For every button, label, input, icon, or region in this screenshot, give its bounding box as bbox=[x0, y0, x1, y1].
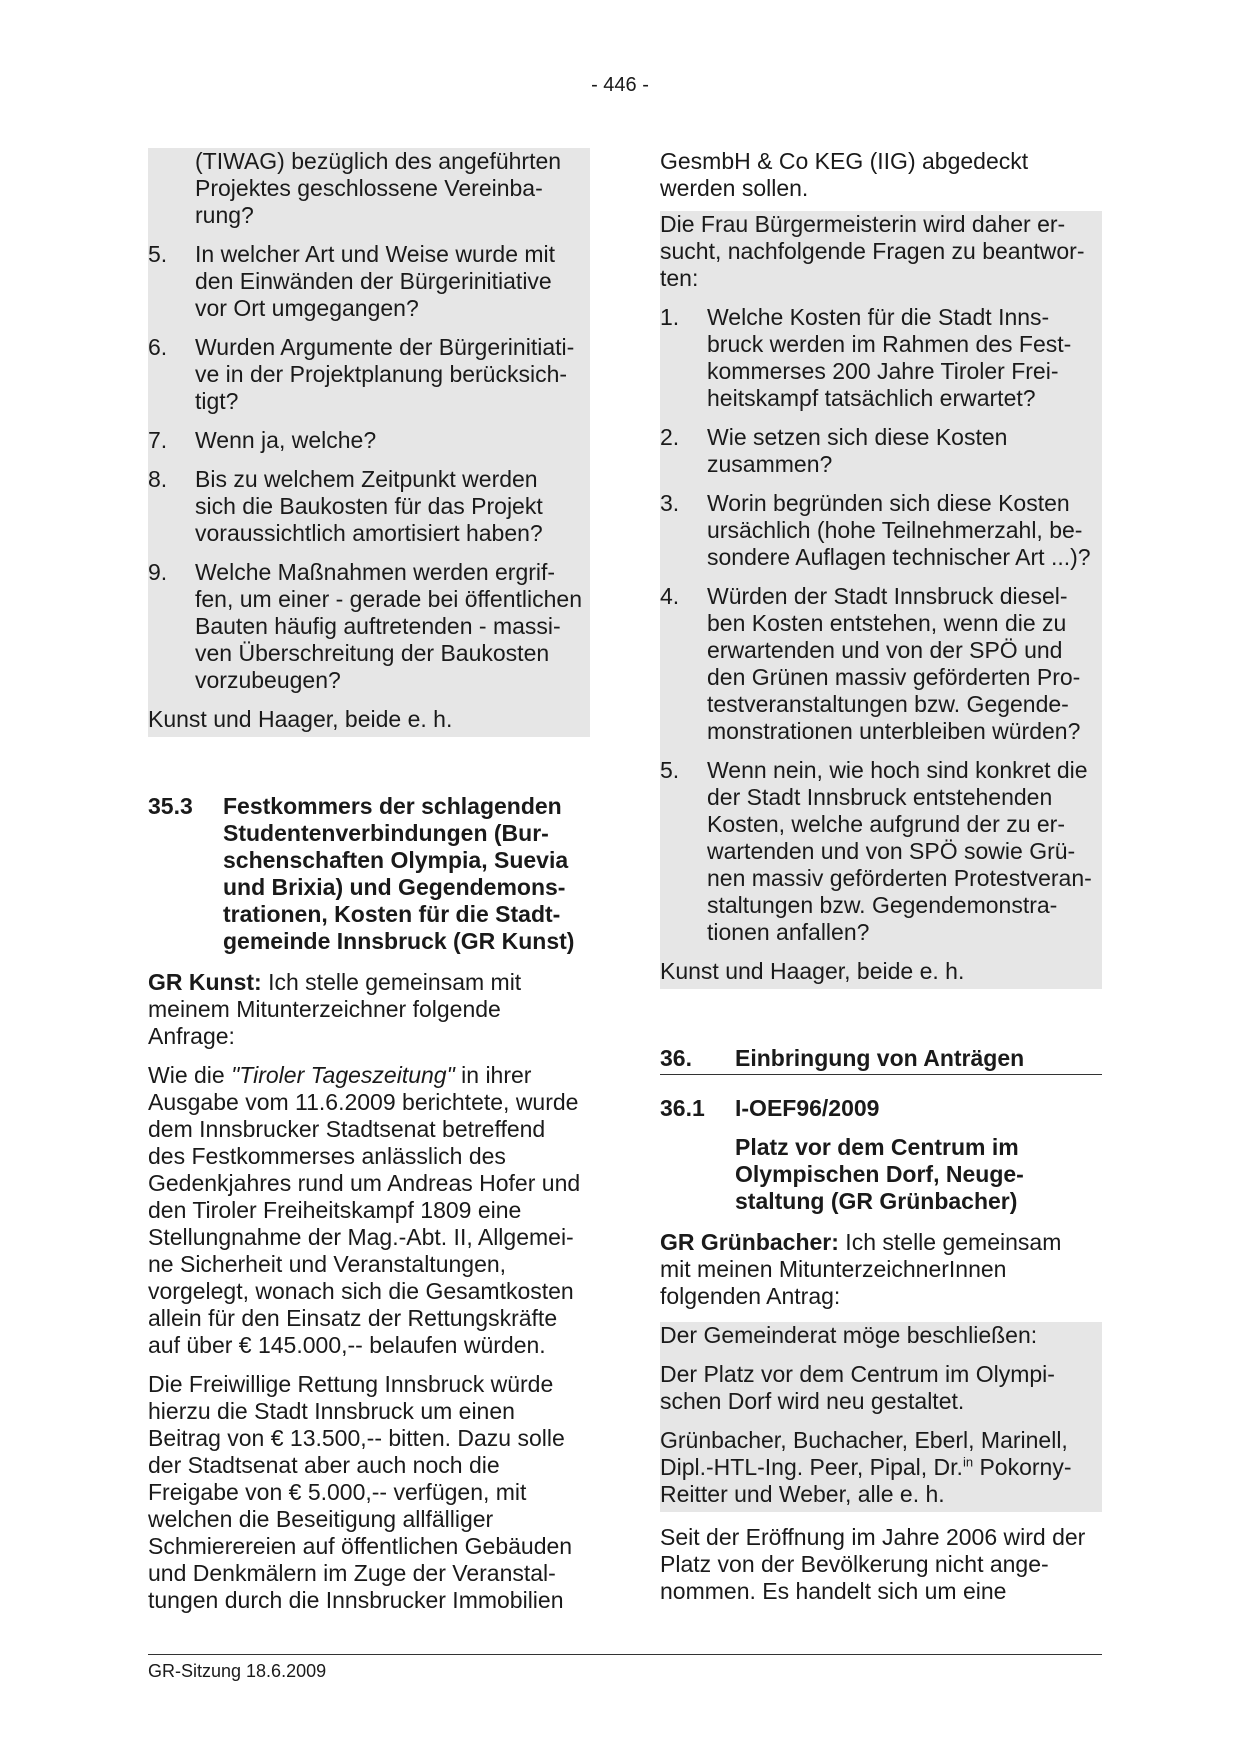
section-number: 36. bbox=[660, 1045, 692, 1071]
subsection-title: Platz vor dem Centrum im Olympischen Dorf, Neuge- staltung (GR Grünbacher) bbox=[735, 1134, 1024, 1214]
continued-text: GesmbH & Co KEG (IIG) abgedeckt werden sollen. bbox=[660, 148, 1029, 201]
question-item bbox=[660, 304, 1102, 412]
subsection-heading bbox=[660, 1095, 1102, 1122]
text-line: Projektes geschlossene Vereinba- bbox=[195, 175, 543, 201]
body-paragraph: Wie die "Tiroler Tageszeitung" in ihrer Ausgabe vom 11.6.2009 berichtete, wurde dem Innsbrucker Stadtsenat betreffend des Festkommerses anlässlich des Gedenkjahres rund um Andreas Hofer und den Tiroler Freiheitskampf 1809 eine Stellungnahme der Mag.-Abt. II, Allgemei- ne Sicherheit und Veranstaltungen, vorgelegt, wonach sich die Gesamtkosten allein für den Einsatz der Rettungskräfte auf über € 145.000,-- belaufen würden. bbox=[148, 1062, 581, 1358]
question-number: 1. bbox=[660, 304, 680, 330]
body-paragraph: Die Freiwillige Rettung Innsbruck würde hierzu die Stadt Innsbruck um einen Beitrag von € 13.500,-- bitten. Dazu solle der Stadtsenat aber auch noch die Freigabe von € 5.000,-- verfügen, mit welchen die Beseitigung allfälliger Schmierereien auf öffentlichen Gebäuden und Denkmälern im Zuge der Veranstal- tungen durch die Innsbrucker Immobilien bbox=[148, 1371, 573, 1613]
question-text: Welche Maßnahmen werden ergrif- fen, um einer - gerade bei öffentlichen Bauten häufig auftretenden - massi- ven Überschreitung der Baukosten vorzubeugen? bbox=[195, 559, 582, 693]
motion-intro: Der Gemeinderat möge beschließen: bbox=[660, 1322, 1038, 1348]
question-list-continuation bbox=[148, 148, 590, 737]
section-number: 35.3 bbox=[148, 793, 193, 819]
speaker-name: GR Kunst: bbox=[148, 969, 262, 995]
motion-block bbox=[660, 1322, 1102, 1512]
question-text: Wurden Argumente der Bürgerinitiati- ve in der Projektplanung berücksich- tigt? bbox=[195, 334, 575, 414]
left-column bbox=[148, 148, 590, 1626]
motion-code: I-OEF96/2009 bbox=[735, 1095, 880, 1121]
question-number: 6. bbox=[148, 334, 168, 360]
continued-question-text bbox=[148, 148, 590, 229]
question-number: 4. bbox=[660, 583, 680, 609]
question-number: 7. bbox=[148, 427, 168, 453]
page-number: - 446 - bbox=[591, 74, 649, 96]
signers-list: Grünbacher, Buchacher, Eberl, Marinell, Dipl.-HTL-Ing. Peer, Pipal, Dr.$^{in}$ Pokorny- Reitter und Weber, alle e. h. bbox=[660, 1427, 1072, 1507]
text-line: rung? bbox=[195, 202, 254, 228]
speaker-name: GR Grünbacher: bbox=[660, 1229, 839, 1255]
question-text: Bis zu welchem Zeitpunkt werden sich die Baukosten für das Projekt voraussichtlich amortisiert haben? bbox=[195, 466, 543, 546]
signature-line: Kunst und Haager, beide e. h. bbox=[660, 958, 965, 984]
question-number: 5. bbox=[148, 241, 168, 267]
footer-text: GR-Sitzung 18.6.2009 bbox=[148, 1661, 327, 1681]
request-paragraph: Die Frau Bürgermeisterin wird daher er- sucht, nachfolgende Fragen zu beantwor- ten: bbox=[660, 211, 1085, 291]
question-text: Würden der Stadt Innsbruck diesel- ben Kosten entstehen, wenn die zu erwartenden und von der SPÖ und den Grünen massiv geförderten Pro- testveranstaltungen bzw. Gegende- monstrationen unterbleiben würden? bbox=[707, 583, 1081, 744]
footer-divider bbox=[148, 1654, 1102, 1655]
newspaper-name: "Tiroler Tageszeitung" bbox=[231, 1062, 455, 1088]
section-title: Einbringung von Anträgen bbox=[735, 1045, 1025, 1071]
question-text: Worin begründen sich diese Kosten ursächlich (hohe Teilnehmerzahl, be- sondere Auflagen technischer Art ...)? bbox=[707, 490, 1091, 570]
signature-line: Kunst und Haager, beide e. h. bbox=[148, 706, 453, 732]
question-item bbox=[148, 427, 590, 454]
question-number: 5. bbox=[660, 757, 680, 783]
speaker-paragraph: GR Grünbacher: Ich stelle gemeinsam mit meinen MitunterzeichnerInnen folgenden Antrag: bbox=[660, 1229, 1062, 1309]
question-number: 3. bbox=[660, 490, 680, 516]
question-block bbox=[660, 211, 1102, 989]
question-item bbox=[660, 583, 1102, 745]
section-heading bbox=[148, 793, 590, 955]
question-item bbox=[148, 466, 590, 547]
question-item bbox=[148, 241, 590, 322]
question-item bbox=[148, 559, 590, 694]
question-item bbox=[660, 757, 1102, 946]
right-column bbox=[660, 148, 1102, 1617]
question-text: Wenn nein, wie hoch sind konkret die der Stadt Innsbruck entstehenden Kosten, welche aufgrund der zu er- wartenden und von SPÖ sowie Grü- nen massiv geförderten Protestveran- staltungen bzw. Gegendemonstra- tionen anfallen? bbox=[707, 757, 1092, 945]
question-text: In welcher Art und Weise wurde mit den Einwänden der Bürgerinitiative vor Ort umgegangen? bbox=[195, 241, 556, 321]
motion-text: Der Platz vor dem Centrum im Olympi- schen Dorf wird neu gestaltet. bbox=[660, 1361, 1055, 1414]
body-paragraph: Seit der Eröffnung im Jahre 2006 wird der Platz von der Bevölkerung nicht ange- nommen. Es handelt sich um eine bbox=[660, 1524, 1086, 1604]
question-item bbox=[660, 424, 1102, 478]
question-number: 8. bbox=[148, 466, 168, 492]
question-text: Wenn ja, welche? bbox=[195, 427, 377, 453]
section-heading bbox=[660, 1045, 1102, 1075]
text-line: (TIWAG) bezüglich des angeführten bbox=[195, 148, 562, 174]
section-title: Festkommers der schlagenden Studentenverbindungen (Bur- schenschaften Olympia, Suevia und Brixia) und Gegendemons- trationen, Kosten für die Stadt- gemeinde Innsbruck (GR Kunst) bbox=[223, 793, 575, 954]
question-number: 9. bbox=[148, 559, 168, 585]
subsection-number: 36.1 bbox=[660, 1095, 705, 1121]
question-text: Wie setzen sich diese Kosten zusammen? bbox=[707, 424, 1008, 477]
question-text: Welche Kosten für die Stadt Inns- bruck werden im Rahmen des Fest- kommerses 200 Jahre Tiroler Frei- heitskampf tatsächlich erwartet? bbox=[707, 304, 1072, 411]
question-item bbox=[148, 334, 590, 415]
question-number: 2. bbox=[660, 424, 680, 450]
speaker-paragraph: GR Kunst: Ich stelle gemeinsam mit meinem Mitunterzeichner folgende Anfrage: bbox=[148, 969, 522, 1049]
question-item bbox=[660, 490, 1102, 571]
